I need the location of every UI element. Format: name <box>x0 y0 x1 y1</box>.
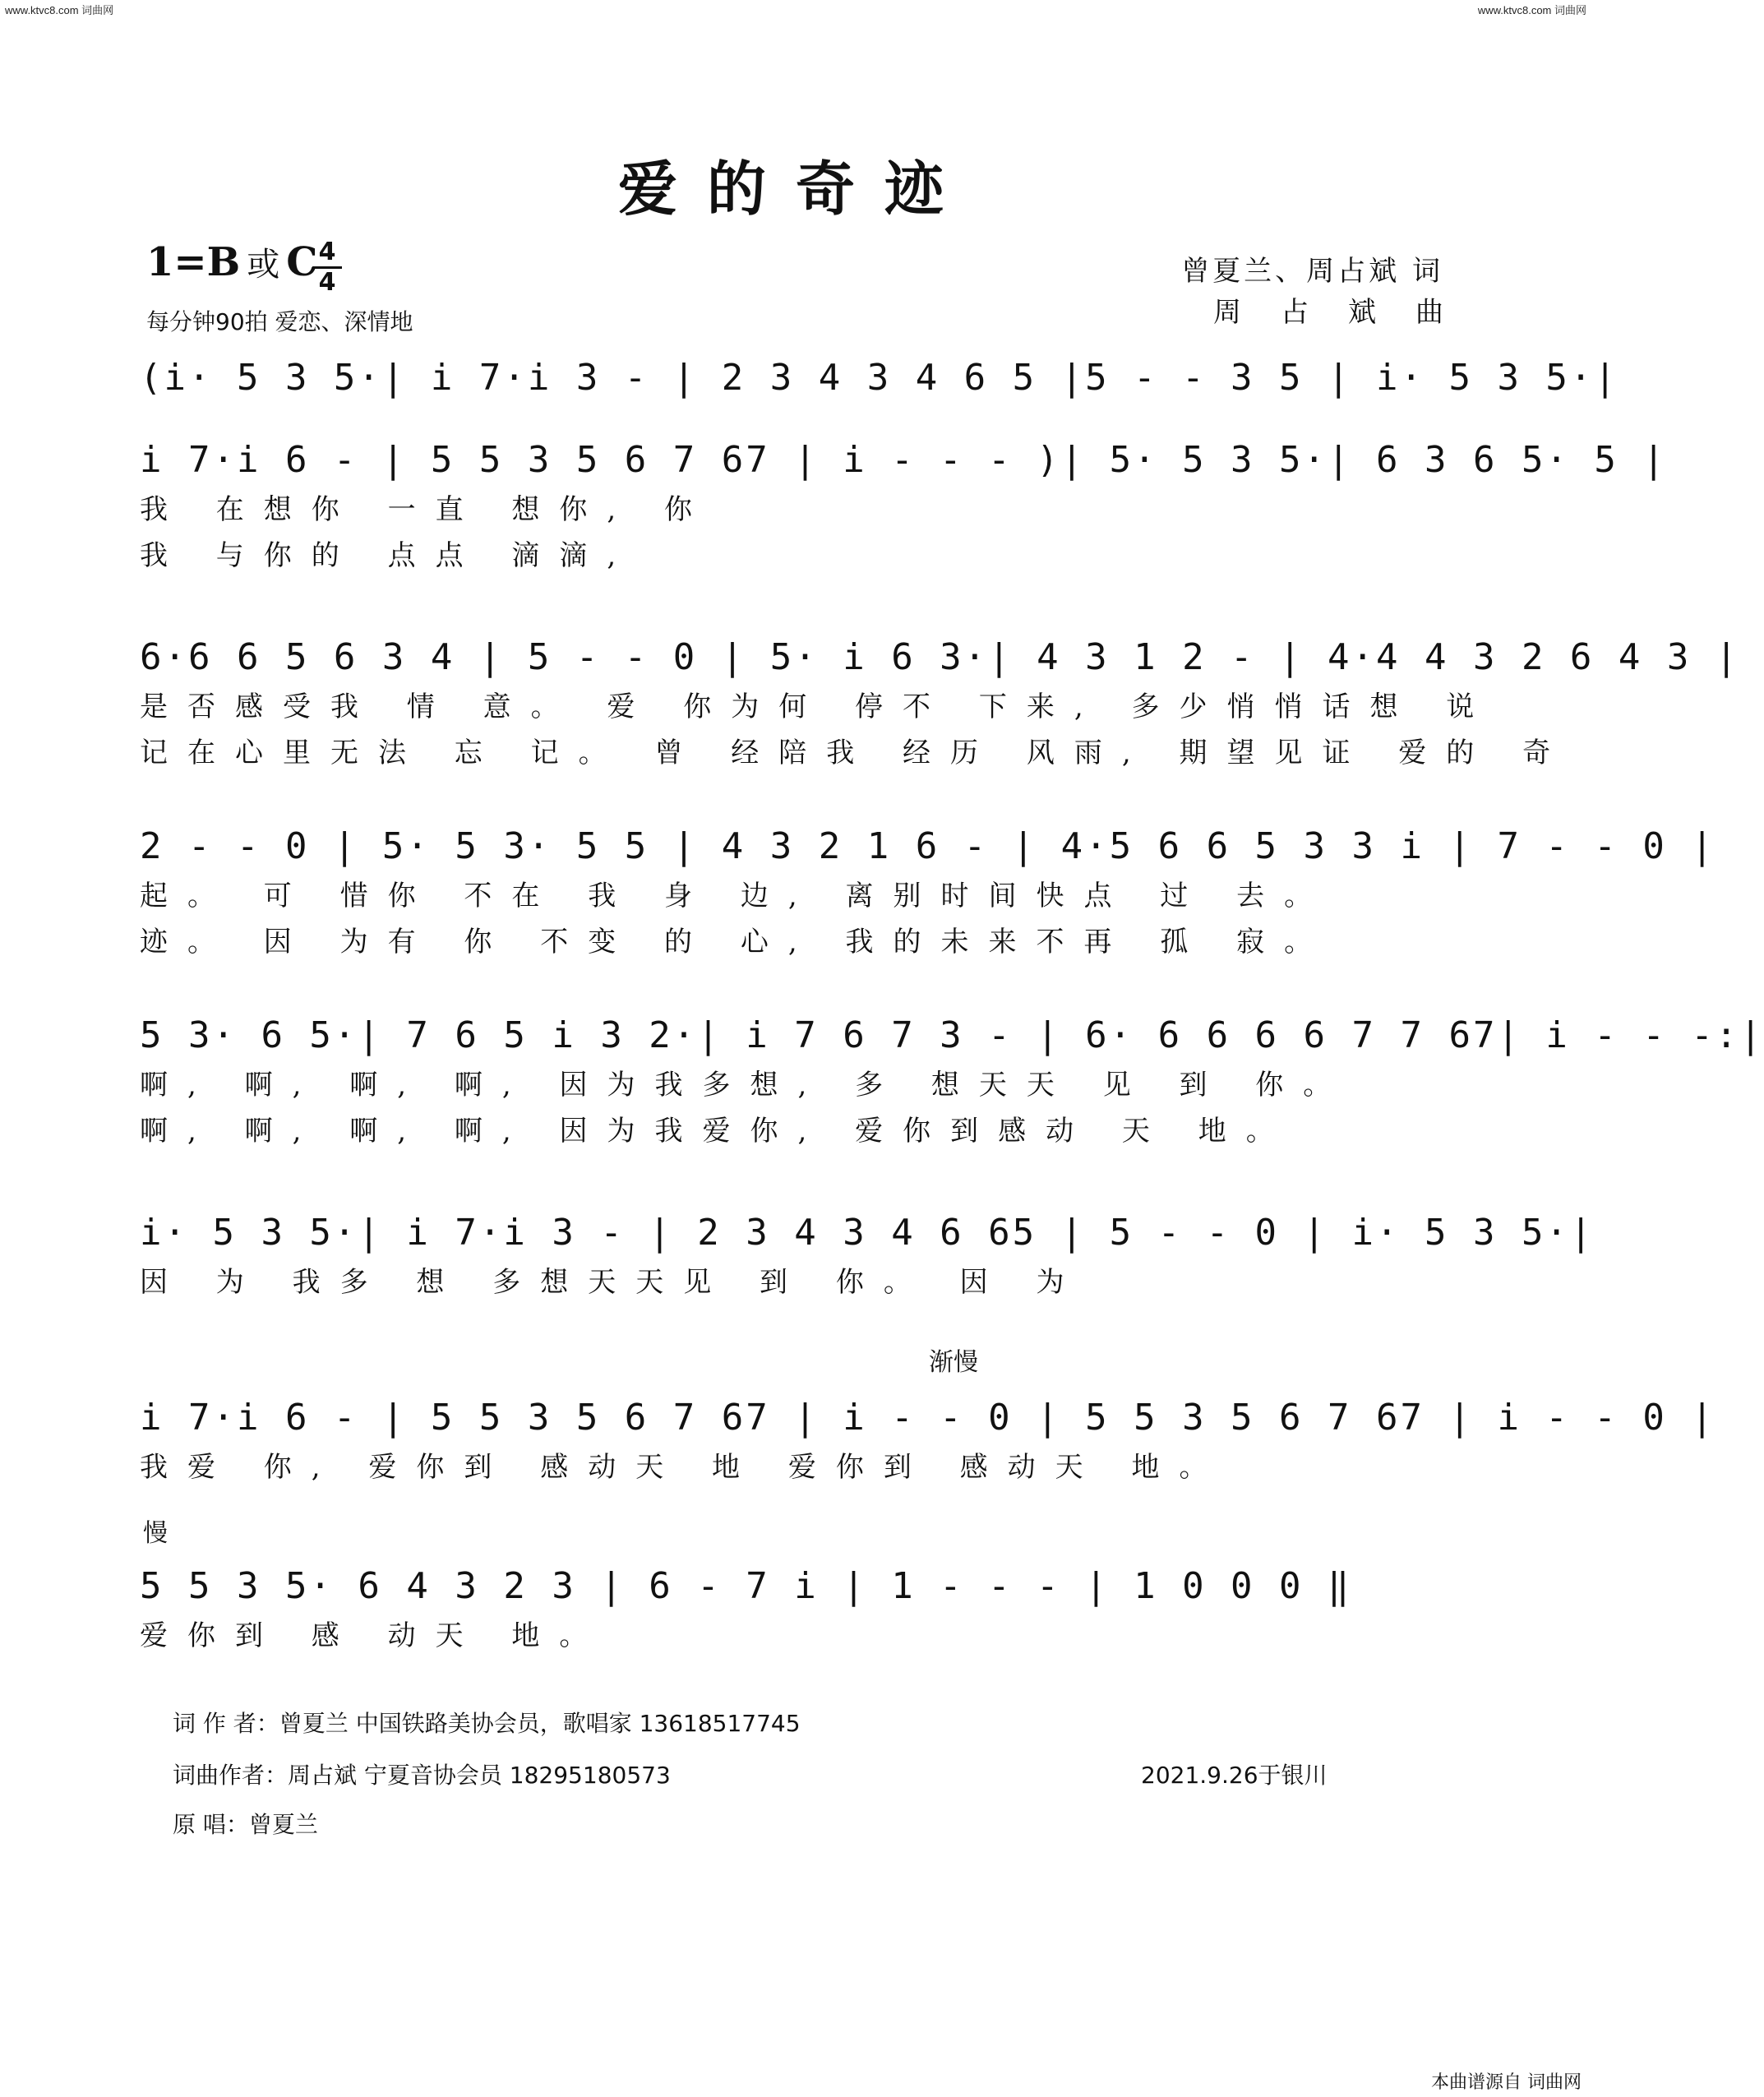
notation-line: 6·6 6 5 6 3 4 | 5 - - 0 | 5· i 6 3·| 4 3 1 2 - | 4·4 4 3 2 6 4 3 | <box>140 636 1740 678</box>
lyric-line: 因 为 我多 想 多想天天见 到 你。 因 为 <box>140 1266 1084 1299</box>
site-header-left: www.ktvc8.com 词曲网 <box>5 4 114 16</box>
key-signature <box>146 238 317 285</box>
notation-line: i 7·i 6 - | 5 5 3 5 6 7 67 | i - - - )| 5· 5 3 5·| 6 3 6 5· 5 | <box>140 439 1667 481</box>
site-header-right: www.ktvc8.com 词曲网 <box>1477 4 1586 16</box>
key-main: 1=B <box>146 239 241 285</box>
notation-line: i· 5 3 5·| i 7·i 3 - | 2 3 4 3 4 6 65 | 5 - - 0 | i· 5 3 5·| <box>140 1212 1595 1254</box>
notation-line: 5 3· 6 5·| 7 6 5 i 3 2·| i 7 6 7 3 - | 6· 6 6 6 6 7 7 67| i - - -:| <box>140 1014 1764 1056</box>
lyricist-credit: 曾夏兰、周占斌 词 <box>1181 255 1443 288</box>
gradual-slow-mark: 渐慢 <box>929 1348 978 1377</box>
lyric-line: 爱你到 感 动天 地。 <box>140 1619 607 1652</box>
lyric-line: 我 在想你 一直 想你, 你 <box>140 493 713 526</box>
lyric-line: 记在心里无法 忘 记。 曾 经陪我 经历 风雨, 期望见证 爱的 奇 <box>140 737 1571 769</box>
source-credit: 本曲谱源自 词曲网 <box>1431 2072 1582 2093</box>
composer-info: 词曲作者：周占斌 宁夏音协会员 18295180573 <box>173 1762 671 1789</box>
tempo-marking: 每分钟90拍 爱恋、深情地 <box>146 308 413 335</box>
notation-line: 5 5 3 5· 6 4 3 2 3 | 6 - 7 i | 1 - - - | 1 0 0 0 ‖ <box>140 1565 1352 1607</box>
notation-line: 2 - - 0 | 5· 5 3· 5 5 | 4 3 2 1 6 - | 4·5 6 6 5 3 3 i | 7 - - 0 | <box>140 825 1716 867</box>
composer-credit: 周占斌曲 <box>1213 296 1483 329</box>
lyric-line: 迹。 因 为有 你 不变 的 心, 我的未来不再 孤 寂。 <box>140 926 1332 958</box>
lyric-line: 我爱 你, 爱你到 感动天 地 爱你到 感动天 地。 <box>140 1451 1227 1484</box>
composition-date: 2021.9.26于银川 <box>1141 1762 1328 1789</box>
song-title: 爱的奇迹 <box>617 154 973 224</box>
lyric-line: 起。 可 惜你 不在 我 身 边, 离别时间快点 过 去。 <box>140 880 1332 912</box>
lyric-line: 我 与你的 点点 滴滴, <box>140 539 636 572</box>
time-signature <box>312 240 342 295</box>
slow-mark: 慢 <box>143 1519 168 1548</box>
lyric-line: 啊, 啊, 啊, 啊, 因为我爱你, 爱你到感动 天 地。 <box>140 1115 1294 1148</box>
key-alt: C <box>286 239 318 285</box>
lyric-line: 啊, 啊, 啊, 啊, 因为我多想, 多 想天天 见 到 你。 <box>140 1069 1351 1102</box>
lyricist-info: 词 作 者：曾夏兰 中国铁路美协会员，歌唱家 13618517745 <box>173 1710 801 1737</box>
notation-line: i 7·i 6 - | 5 5 3 5 6 7 67 | i - - 0 | 5 5 3 5 6 7 67 | i - - 0 | <box>140 1397 1716 1439</box>
lyric-line: 是否感受我 情 意。 爱 你为何 停不 下来, 多少悄悄话想 说 <box>140 691 1494 723</box>
notation-line: (i· 5 3 5·| i 7·i 3 - | 2 3 4 3 4 6 5 |5 - - 3 5 | i· 5 3 5·| <box>140 357 1619 399</box>
time-signature-top: 4 <box>318 238 336 266</box>
original-singer: 原 唱：曾夏兰 <box>173 1811 318 1838</box>
time-signature-bottom: 4 <box>318 268 336 297</box>
key-or: 或 <box>247 246 280 284</box>
